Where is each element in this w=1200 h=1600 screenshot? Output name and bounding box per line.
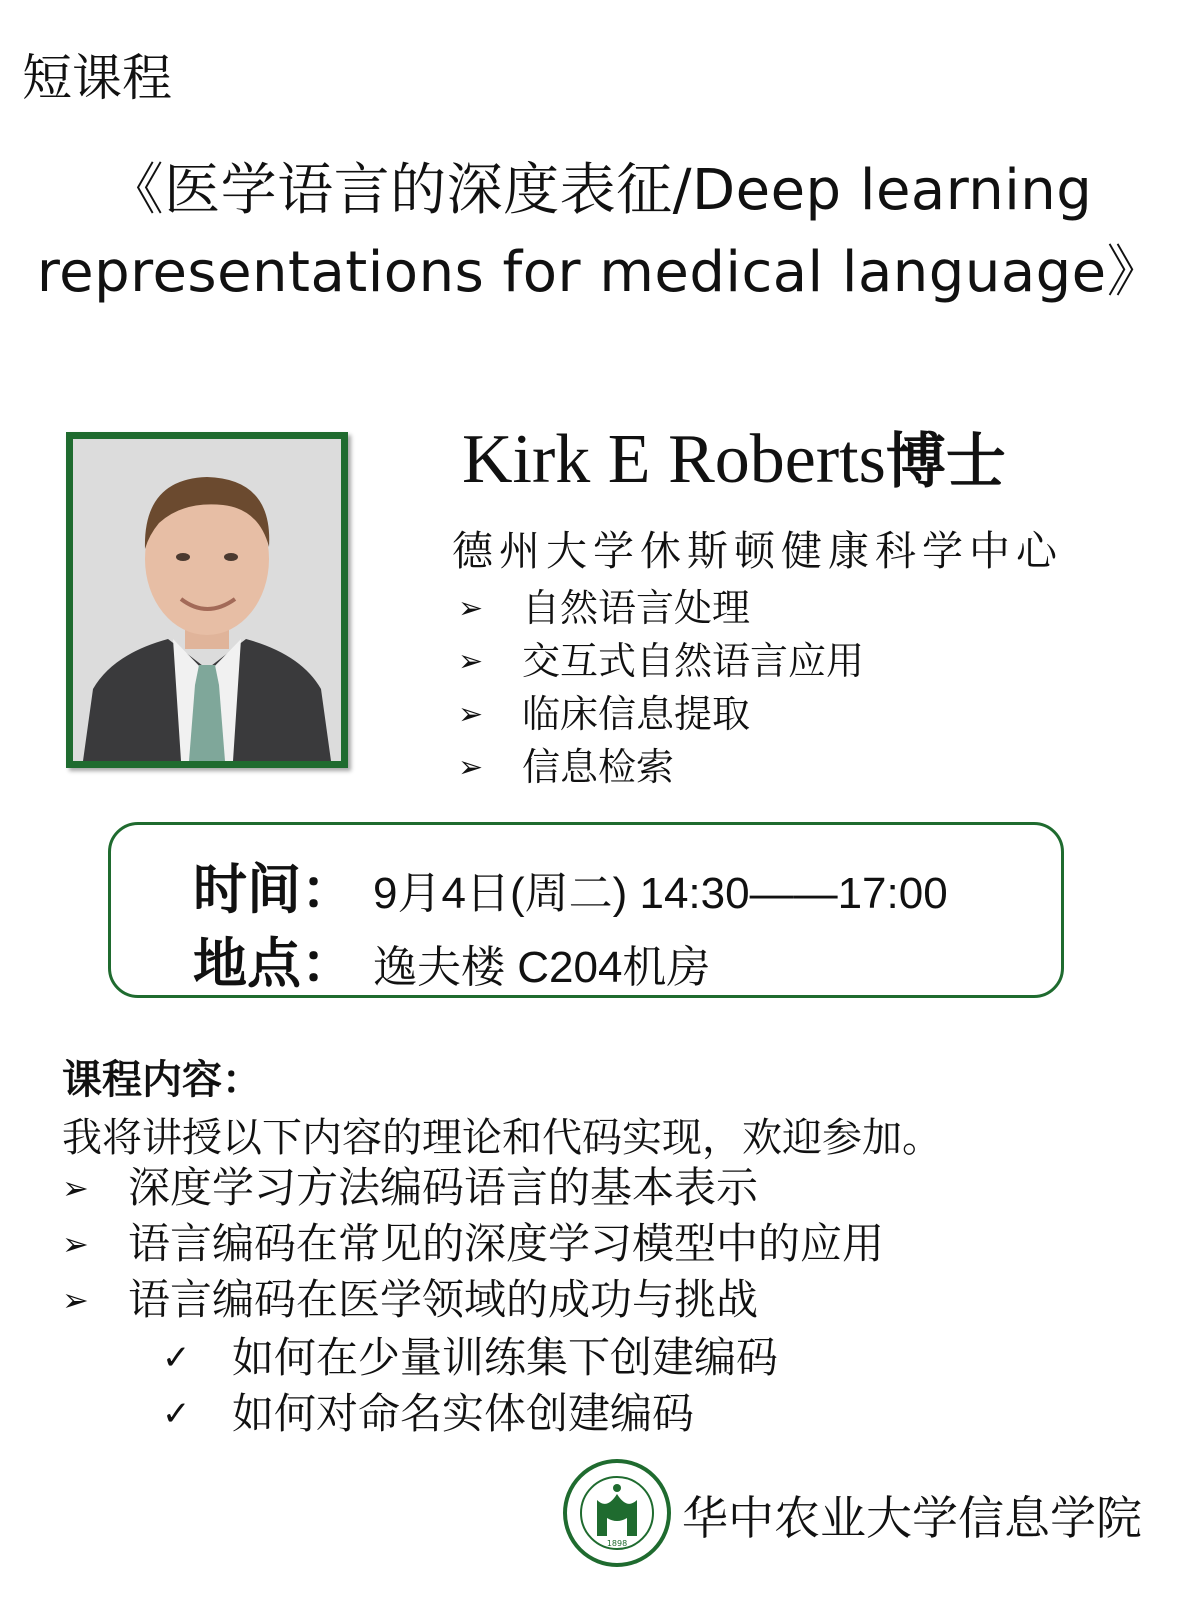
arrow-bullet-icon: ➢ — [458, 697, 484, 732]
arrow-bullet-icon: ➢ — [62, 1169, 89, 1207]
speaker-name-text: Kirk E Roberts — [462, 421, 886, 498]
content-intro: 我将讲授以下内容的理论和代码实现，欢迎参加。 — [62, 1115, 942, 1161]
time-row — [193, 847, 948, 924]
course-type-label: 短课程 — [22, 49, 172, 107]
university-logo — [562, 1458, 672, 1568]
arrow-bullet-icon: ➢ — [62, 1225, 89, 1263]
subtopic-text: 如何对命名实体创建编码 — [232, 1389, 695, 1438]
course-title-line1: 《医学语言的深度表征/Deep learning — [107, 158, 1093, 223]
subtopic-text: 如何在少量训练集下创建编码 — [232, 1333, 779, 1382]
course-title-line2: representations for medical language》 — [36, 240, 1164, 305]
check-icon: ✓ — [162, 1394, 191, 1434]
subtopic-item — [162, 1386, 778, 1442]
research-areas-list — [458, 582, 864, 794]
topic-text: 深度学习方法编码语言的基本表示 — [128, 1163, 759, 1212]
time-value: 9月4日(周二) 14:30——17:00 — [373, 869, 948, 918]
topic-text: 语言编码在医学领域的成功与挑战 — [128, 1275, 759, 1324]
place-row — [193, 921, 710, 998]
place-label: 地点： — [193, 932, 355, 995]
schedule-box — [108, 822, 1064, 998]
research-area-text: 自然语言处理 — [522, 586, 751, 630]
topic-item — [62, 1216, 884, 1272]
research-area-text: 交互式自然语言应用 — [522, 639, 865, 683]
arrow-bullet-icon: ➢ — [62, 1281, 89, 1319]
content-heading: 课程内容： — [62, 1057, 262, 1103]
speaker-title-suffix: 博士 — [885, 427, 1006, 497]
speaker-photo — [66, 432, 348, 768]
speaker-name — [462, 420, 1006, 502]
place-value: 逸夫楼 C204机房 — [373, 943, 711, 992]
topic-item — [62, 1272, 884, 1328]
subtopic-item — [162, 1330, 778, 1386]
research-area-item — [458, 582, 864, 635]
topic-item — [62, 1160, 884, 1216]
topics-list — [62, 1160, 884, 1328]
arrow-bullet-icon: ➢ — [458, 750, 484, 785]
speaker-institution: 德州大学休斯顿健康科学中心 — [452, 527, 1063, 575]
logo-year: 1898 — [606, 1539, 628, 1548]
course-title — [0, 150, 1200, 314]
research-area-text: 信息检索 — [522, 745, 675, 789]
research-area-item — [458, 741, 864, 794]
research-area-text: 临床信息提取 — [522, 692, 751, 736]
time-label: 时间： — [193, 858, 355, 921]
topic-text: 语言编码在常见的深度学习模型中的应用 — [128, 1219, 885, 1268]
school-name: 华中农业大学信息学院 — [682, 1491, 1142, 1545]
subtopics-list — [162, 1330, 778, 1442]
arrow-bullet-icon: ➢ — [458, 591, 484, 626]
research-area-item — [458, 688, 864, 741]
arrow-bullet-icon: ➢ — [458, 644, 484, 679]
check-icon: ✓ — [162, 1338, 191, 1378]
research-area-item — [458, 635, 864, 688]
